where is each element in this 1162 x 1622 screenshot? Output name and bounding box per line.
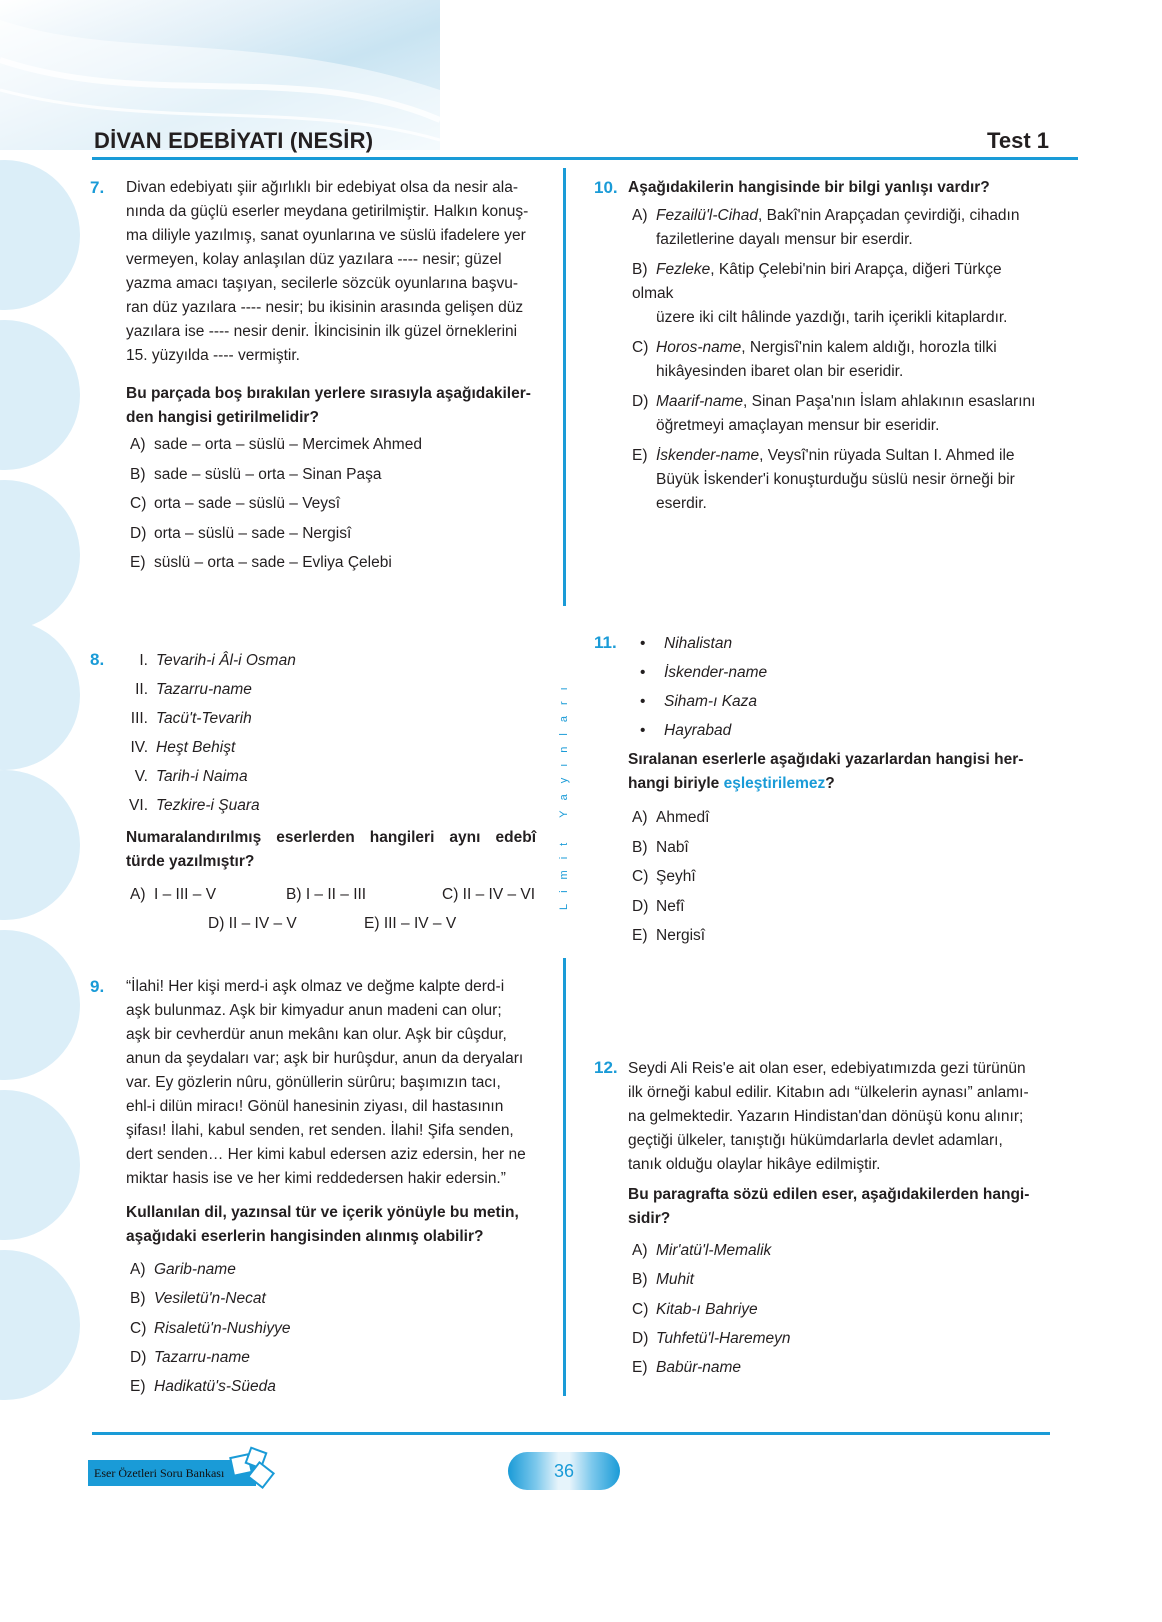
passage-line: ran düz yazılara ---- nesir; bu ikisinin arasında gelişen düz	[126, 299, 524, 316]
passage-line: ehl-i dilün miracı! Gönül hanesinin ziyası, dil hastasının	[126, 1098, 504, 1115]
answer-option[interactable]: A) I – III – V	[130, 886, 217, 903]
answer-option[interactable]: B) sade – süslü – orta – Sinan Paşa	[130, 465, 382, 483]
passage-line: ma diliyle yazılmış, sanat oyunlarına ve süslü ifadelere yer	[126, 227, 526, 244]
bullet-icon: •	[640, 693, 646, 710]
q11-items	[640, 632, 767, 748]
passage-line: ilk örneği kabul edilir. Kitabın adı “ülkelerin aynası” anlamı-	[628, 1084, 1029, 1101]
passage-line: tanık olduğu olaylar hikâye edilmiştir.	[628, 1156, 881, 1173]
answer-option[interactable]: B) Muhit	[632, 1271, 694, 1289]
answer-option[interactable]: C) Horos-name, Nergisî'nin kalem aldığı, horozla tilki hikâyesinden ibaret olan bir eseridir.	[632, 339, 997, 380]
publisher-side-text: Limit Yayınları	[558, 676, 570, 910]
question-8-stem	[126, 826, 536, 874]
answer-option[interactable]: D) Tazarru-name	[130, 1348, 250, 1366]
passage-line: aşk bir cevherdür anun mekânı kan olur. Aşk bir cûşdur,	[126, 1026, 507, 1043]
answer-option[interactable]: D) Maarif-name, Sinan Paşa'nın İslam ahlakının esaslarını öğretmeyi amaçlayan mensur bir eseridir.	[632, 393, 1036, 434]
side-circle-decoration	[0, 770, 80, 920]
question-11-stem	[628, 748, 1040, 796]
passage-line: vermeyen, kolay anlaşılan düz yazılara ---- nesir; güzel	[126, 251, 502, 268]
answer-option[interactable]: C) Risaletü'n-Nushiyye	[130, 1319, 291, 1337]
column-divider	[563, 958, 566, 1396]
passage-line: nında da güçlü eserler meydana getirilmiştir. Halkın konuş-	[126, 203, 529, 220]
passage-line: şifası! İlahi, kabul senden, ret senden. İlahi! Şifa senden,	[126, 1122, 514, 1139]
answer-option[interactable]: E) süslü – orta – sade – Evliya Çelebi	[130, 554, 392, 571]
q12-options	[632, 1239, 790, 1385]
passage-line: yazılara ise ---- nesir denir. İkincisinin ilk güzel örneklerini	[126, 323, 518, 340]
question-stem: den hangisi getirilmelidir?	[126, 409, 319, 426]
answer-option[interactable]: C) Kitab-ı Bahriye	[632, 1300, 758, 1318]
answer-option[interactable]: B) Vesiletü'n-Necat	[130, 1290, 266, 1308]
passage-line: “İlahi! Her kişi merd-i aşk olmaz ve değme kalpte derd-i	[126, 978, 505, 995]
test-label: Test 1	[987, 128, 1049, 153]
side-circle-decoration	[0, 620, 80, 770]
answer-option[interactable]: A) sade – orta – süslü – Mercimek Ahmed	[130, 436, 422, 453]
list-item: • Nihalistan	[640, 632, 767, 661]
list-item: • Hayrabad	[640, 719, 767, 748]
list-item: • İskender-name	[640, 661, 767, 690]
answer-option[interactable]: B) Nabî	[632, 838, 689, 856]
question-stem: Bu parçada boş bırakılan yerlere sırasıyla aşağıdakiler-	[126, 385, 531, 402]
list-item: III. Tacü't-Tevarih	[130, 710, 252, 727]
list-item: V. Tarih-i Naima	[134, 768, 248, 785]
question-number: 12.	[594, 1058, 618, 1077]
answer-option[interactable]: E) Hadikatü's-Süeda	[130, 1378, 276, 1396]
side-circle-decoration	[0, 930, 80, 1080]
bullet-icon: •	[640, 664, 646, 681]
question-stem: türde yazılmıştır?	[126, 853, 255, 870]
cubes-icon	[218, 1444, 278, 1490]
question-stem: Aşağıdakilerin hangisinde bir bilgi yanlışı vardır?	[628, 179, 990, 196]
question-stem: sidir?	[628, 1210, 671, 1227]
passage-line: Divan edebiyatı şiir ağırlıklı bir edebiyat olsa da nesir ala-	[126, 179, 518, 196]
column-divider	[563, 168, 566, 606]
q11-options	[632, 806, 709, 954]
question-9	[126, 975, 536, 1249]
passage-line: Seydi Ali Reis'e ait olan eser, edebiyatımızda gezi türünün	[628, 1060, 1026, 1077]
q7-options	[130, 433, 422, 581]
book-title: Eser Özetleri Soru Bankası	[88, 1460, 256, 1486]
answer-option[interactable]: E) Babür-name	[632, 1359, 742, 1377]
list-item: • Siham-ı Kaza	[640, 690, 767, 719]
answer-option[interactable]: A) Ahmedî	[632, 809, 710, 826]
answer-option[interactable]: A) Garib-name	[130, 1261, 236, 1278]
bullet-icon: •	[640, 722, 646, 739]
passage-line: miktar hasis ise ve her kimi reddedersen hakir edersin.”	[126, 1170, 506, 1187]
passage-line: na gelmektedir. Yazarın Hindistan'dan dönüşü konu alınır;	[628, 1108, 1024, 1125]
question-stem: Kullanılan dil, yazınsal tür ve içerik yönüyle bu metin,	[126, 1204, 519, 1221]
answer-option[interactable]: E) III – IV – V	[364, 915, 457, 932]
answer-option[interactable]: C) Şeyhî	[632, 868, 696, 885]
side-circle-decoration	[0, 1250, 80, 1400]
passage-line: aşk bulunmaz. Aşk bir kimyadur anun madeni can olur;	[126, 1002, 502, 1019]
question-stem: Numaralandırılmış eserlerden hangileri aynı edebî	[126, 829, 536, 846]
question-12	[628, 1057, 1040, 1231]
list-item: I. Tevarih-i Âl-i Osman	[139, 652, 296, 669]
list-item: IV. Heşt Behişt	[130, 739, 236, 756]
side-circle-decoration	[0, 320, 80, 470]
answer-option[interactable]: B) I – II – III	[286, 886, 367, 903]
list-item: II. Tazarru-name	[135, 681, 252, 698]
answer-option[interactable]: D) Tuhfetü'l-Haremeyn	[632, 1329, 791, 1347]
passage-line: anun da şeydaları var; aşk bir hurûşdur, anun da deryaları	[126, 1050, 524, 1067]
passage-line: geçtiği ülkeler, tanıştığı hükümdarlarla devlet adamları,	[628, 1132, 1003, 1149]
answer-option[interactable]: E) Nergisî	[632, 927, 706, 944]
question-7	[126, 176, 536, 430]
list-item: VI. Tezkire-i Şuara	[129, 797, 260, 814]
page-title: DİVAN EDEBİYATI (NESİR)	[94, 128, 374, 153]
footer-divider	[92, 1432, 1050, 1435]
q8-items	[126, 649, 296, 823]
answer-option[interactable]: A) Fezailü'l-Cihad, Bakî'nin Arapçadan çevirdiği, cihadın faziletlerine dayalı mensur bir eserdir.	[632, 207, 1020, 248]
passage-line: 15. yüzyılda ---- vermiştir.	[126, 347, 300, 364]
passage-line: dert senden… Her kimi kabul edersen aziz edersin, her ne	[126, 1146, 526, 1163]
question-stem: Sıralanan eserlerle aşağıdaki yazarlardan hangisi her-	[628, 751, 1024, 768]
question-number: 10.	[594, 178, 618, 197]
answer-option[interactable]: D) II – IV – V	[208, 915, 297, 932]
passage-line: yazma amacı taşıyan, secilerle sözcük oyunlarına başvu-	[126, 275, 518, 292]
q10-options	[632, 204, 1040, 516]
side-circle-decoration	[0, 160, 80, 310]
answer-option[interactable]: A) Mir'atü'l-Memalik	[632, 1242, 772, 1259]
question-stem: aşağıdaki eserlerin hangisinden alınmış olabilir?	[126, 1228, 484, 1245]
answer-option[interactable]: D) orta – süslü – sade – Nergisî	[130, 524, 352, 542]
header-divider	[92, 157, 1078, 160]
answer-option[interactable]: E) İskender-name, Veysî'nin rüyada Sultan I. Ahmed ile Büyük İskender'i konuşturduğu süslü nesir örneği bir eserdir.	[632, 447, 1015, 512]
side-circle-decoration	[0, 480, 80, 630]
passage-line: var. Ey gözlerin nûru, gönüllerin sürûru; başımızın tacı,	[126, 1074, 501, 1091]
answer-option[interactable]: C) II – IV – VI	[442, 886, 536, 903]
answer-option[interactable]: B) Fezleke, Kâtip Çelebi'nin biri Arapça, diğeri Türkçe olmak üzere iki cilt hâlinde yazdığı, tarih içerikli kitaplardır.	[632, 261, 1008, 326]
question-stem: Bu paragrafta sözü edilen eser, aşağıdakilerden hangi-	[628, 1186, 1030, 1203]
question-number: 7.	[90, 178, 105, 197]
question-number: 8.	[90, 650, 105, 669]
q9-options	[130, 1258, 291, 1404]
question-number: 11.	[594, 633, 617, 652]
question-number: 9.	[90, 977, 105, 996]
side-circle-decoration	[0, 1090, 80, 1240]
answer-option[interactable]: C) orta – sade – süslü – Veysî	[130, 495, 341, 512]
question-stem: hangi biriyle eşleştirilemez?	[628, 775, 835, 792]
answer-option[interactable]: D) Nefî	[632, 897, 685, 915]
page-number: 36	[508, 1452, 620, 1490]
bullet-icon: •	[640, 635, 646, 652]
